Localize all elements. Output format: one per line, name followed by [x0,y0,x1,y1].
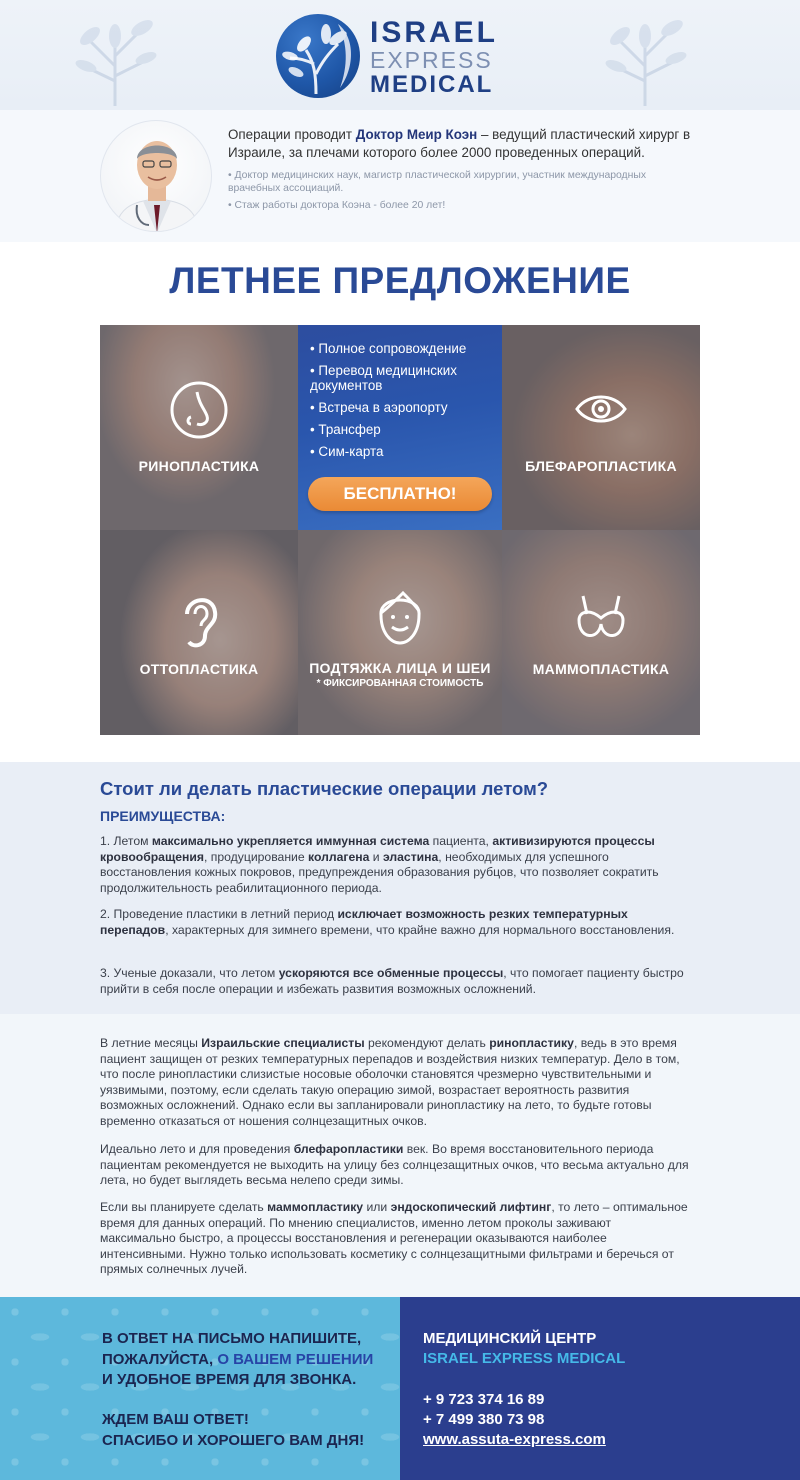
face-icon [373,585,427,649]
tile-label: РИНОПЛАСТИКА [138,458,260,474]
logo-line-3: MEDICAL [370,71,494,98]
nose-icon [169,380,229,440]
list-item: • Сим-карта [310,444,490,459]
bra-icon [573,592,629,642]
logo-line-2: EXPRESS [370,47,493,73]
logo-emblem [276,14,360,98]
tile-free-services [298,325,502,530]
center-name: МЕДИЦИНСКИЙ ЦЕНТР ISRAEL EXPRESS MEDICAL [423,1330,626,1367]
closing-message: ЖДЕМ ВАШ ОТВЕТ! СПАСИБО И ХОРОШЕГО ВАМ ДНЯ! [102,1411,365,1449]
doctor-fact-experience: • Стаж работы доктора Коэна - более 20 лет! [228,200,446,211]
advantage-3: 3. Ученые доказали, что летом ускоряются все обменные процессы, что помогает пациенту быстро прийти в себя после операции и избежать развития возможных осложнений. [100,966,684,996]
ear-icon [177,590,221,652]
doctor-description [228,126,698,212]
detail-paragraph-blepharo: Идеально лето и для проведения блефаропластики век. Во время восстановительного периода пациентам рекомендуется не выходить на улицу без солнцезащитных очков, что весьма актуально для лета, но будет выглядеть весьма нелепо среди зимы. [100,1142,689,1188]
tile-label: ОТТОПЛАСТИКА [139,661,259,677]
tile-facelift[interactable] [298,530,502,735]
tile-label: МАММОПЛАСТИКА [532,661,670,677]
leaf-decoration-icon [60,6,170,106]
brand-logo[interactable] [276,14,526,98]
free-services-list [310,341,490,466]
list-item: • Трансфер [310,422,490,437]
eye-icon [574,389,628,429]
summer-offer-section [0,242,800,762]
tile-otoplasty[interactable] [100,530,298,735]
advantage-2: 2. Проведение пластики в летний период исключает возможность резких температурных перепадов, характерных для зимнего времени, что крайне важно для нормального восстановления. [100,907,675,937]
offer-title: ЛЕТНЕЕ ПРЕДЛОЖЕНИЕ [169,260,631,301]
list-item: • Перевод медицинских документов [310,363,490,393]
free-button[interactable]: БЕСПЛАТНО! [308,477,492,511]
website-link[interactable]: www.assuta-express.com [423,1431,606,1448]
footer-contacts [400,1297,800,1480]
detail-paragraph-mammo: Если вы планируете сделать маммопластику или эндоскопический лифтинг, то лето – оптимальное время для данных операций. По мнению специалистов, именно летом проколы заживают максимально быстро, а процессы восстановления и регенерации оказываются наиболее интенсивными. Нужно только использовать косметику с солнцезащитными фильтрами и беречься от прямых солнечных лучей. [100,1200,688,1277]
procedures-grid [100,325,700,735]
tile-blepharoplasty[interactable] [502,325,700,530]
doctor-name: Доктор Меир Коэн [355,127,478,142]
article-advantages [0,762,800,1014]
logo-wordmark [370,18,498,97]
header [0,0,800,110]
tree-logo-icon [276,14,360,98]
footer [0,1297,800,1480]
phone-number[interactable]: + 9 723 374 16 89 [423,1391,545,1408]
list-item: • Встреча в аэропорту [310,400,490,415]
article-subtitle: ПРЕИМУЩЕСТВА: [100,808,226,824]
tile-note: * ФИКСИРОВАННАЯ СТОИМОСТЬ [316,678,484,689]
doctor-section [0,110,800,242]
list-item: • Полное сопровождение [310,341,490,356]
leaf-decoration-icon [590,6,700,106]
reply-request: В ОТВЕТ НА ПИСЬМО НАПИШИТЕ, ПОЖАЛУЙСТА, О ВАШЕМ РЕШЕНИИ И УДОБНОЕ ВРЕМЯ ДЛЯ ЗВОНКА. [102,1330,374,1388]
tile-label: БЛЕФАРОПЛАСТИКА [525,458,677,474]
article-details [0,1014,800,1297]
detail-paragraph-rhino: В летние месяцы Израильские специалисты рекомендуют делать ринопластику, ведь в это время пациент защищен от резких температурных перепадов и воздействия низких температур. Дело в том, что после ринопластики слизистые носовые оболочки становятся чрезмерно чувствительными и уязвимыми, поэтому, если сделать такую операцию зимой, возрастает вероятность развития возможных осложнений. Однако если вы запланировали ринопластику на лето, то будьте готовы временно отказаться от ношения солнцезащитных очков. [100,1036,680,1128]
doctor-fact-degree: • Доктор медицинских наук, магистр пластической хирургии, участник международных врачебных ассоциаций. [228,170,647,194]
tile-label: ПОДТЯЖКА ЛИЦА И ШЕИ [309,660,491,676]
article-title: Стоит ли делать пластические операции летом? [100,778,549,799]
advantage-1: 1. Летом максимально укрепляется иммунная система пациента, активизируются процессы кровообращения, продуцирование коллагена и эластина, необходимых для успешного восстановления кожных покровов, предупреждения образования рубцов, что позволяет сократить продолжительность реабилитационного периода. [100,834,659,895]
doctor-avatar [100,120,212,232]
logo-line-1: ISRAEL [370,16,499,49]
contact-list [423,1390,606,1450]
doctor-portrait-icon [101,121,212,232]
tile-mammoplasty[interactable] [502,530,700,735]
doctor-intro: Операции проводит Доктор Меир Коэн – ведущий пластический хирург в Израиле, за плечами которого более 2000 проведенных операций. [228,127,691,160]
tile-rhinoplasty[interactable] [100,325,298,530]
phone-number[interactable]: + 7 499 380 73 98 [423,1411,545,1428]
